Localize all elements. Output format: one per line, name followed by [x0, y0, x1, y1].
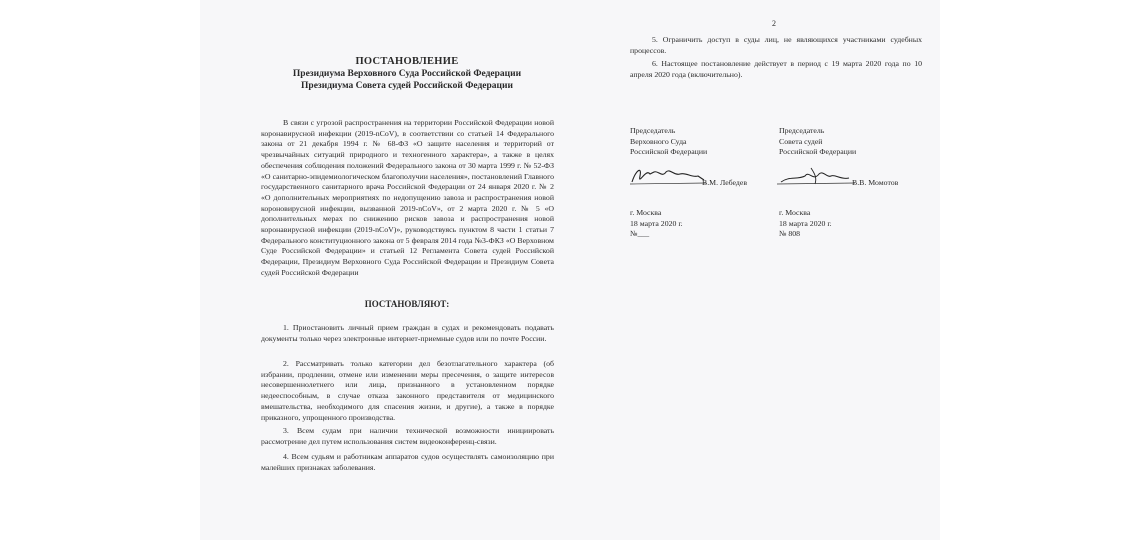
decree-item-5: 5. Ограничить доступ в суды лиц, не являющихся участниками судебных процессов. [630, 35, 922, 55]
number-left: №___ [630, 229, 650, 238]
decree-item-1: 1. Приостановить личный прием граждан в судах и рекомендовать подавать документы только через электронные интернет-приемные судов или по почте России. [261, 323, 554, 343]
signer-right-line-2: Совета судей [779, 136, 823, 146]
decree-item-3: 3. Всем судам при наличии технической возможности инициировать рассмотрение дел путем использования систем видеоконференц-связи. [261, 426, 554, 446]
date-right: 18 марта 2020 г. [779, 218, 832, 228]
page-number: 2 [772, 19, 776, 28]
title-line-1: ПОСТАНОВЛЕНИЕ [355, 56, 459, 67]
number-right: № 808 [779, 229, 801, 238]
signer-left-line-2: Верховного Суда [630, 136, 687, 146]
place-date-right [779, 208, 832, 240]
signer-right-title [779, 126, 856, 158]
signature-right [775, 162, 857, 190]
decree-heading: ПОСТАНОВЛЯЮТ: [364, 299, 450, 309]
preamble-paragraph: В связи с угрозой распространения на территории Российской Федерации новой коронавирусной инфекции (2019-nCoV), в соответствии со статьей 14 Федерального закона от 21 декабря 1994 г. № 68-ФЗ «О защите населения и территорий от чрезвычайных ситуаций природного и техногенного характера», а также в целях обеспечения соблюдения положений Федерального закона от 30 марта 1999 г. № 52-ФЗ «О санитарно-эпидемиологическом благополучии населения», постановлений Главного государственного санитарного врача Российской Федерации от 24 января 2020 г. № 2 «О дополнительных мероприятиях по недопущению завоза и распространения новой короновирусной инфекции, вызванной 2019-nCoV», от 2 марта 2020 г. № 5 «О дополнительных мерах по снижению рисков завоза и распространения новой коронавирусной инфекции (2019-nCoV)», руководствуясь пунктом 8 части 1 статьи 7 Федерального конституционного закона от 5 февраля 2014 года №3-ФКЗ «О Верховном Суде Российской Федерации» и статьей 12 Регламента Совета судей Российской Федерации, Президиум Верховного Суда Российской Федерации и Президиум Совета судей Российской Федерации [261, 118, 554, 277]
signer-left-name: В.М. Лебедев [702, 178, 748, 187]
title-line-2: Президиума Верховного Суда Российской Федерации [292, 69, 522, 79]
decree-item-2: 2. Рассматривать только категории дел безотлагательного характера (об избрании, продлении, отмене или изменении меры пресечения, о защите интересов несовершеннолетнего или лица, признанного в установленном порядке недееспособным, в случае отказа законного представителя от медицинского вмешательства, необходимого для спасения жизни, и другие), а также в порядке приказного, упрощенного производства. [261, 359, 554, 422]
signer-left-title [630, 126, 707, 158]
city-left: г. Москва [630, 208, 662, 217]
place-date-left [630, 208, 683, 240]
signer-left-line-3: Российской Федерации [630, 147, 708, 156]
signer-right-line-3: Российской Федерации [779, 147, 857, 156]
city-right: г. Москва [779, 208, 811, 217]
title-line-3: Президиума Совета судей Российской Федерации [301, 81, 513, 91]
signer-right-name: В.В. Момотов [852, 178, 899, 187]
document-title [262, 55, 552, 92]
signer-left-line-1: Председатель [630, 126, 676, 135]
signature-left [628, 160, 708, 190]
date-left: 18 марта 2020 г. [630, 218, 683, 228]
decree-item-4: 4. Всем судьям и работникам аппаратов судов осуществлять самоизоляцию при малейших признаках заболевания. [261, 452, 554, 472]
signer-right-line-1: Председатель [779, 126, 825, 135]
decree-item-6: 6. Настоящее постановление действует в период с 19 марта 2020 года по 10 апреля 2020 года (включительно). [630, 59, 922, 79]
